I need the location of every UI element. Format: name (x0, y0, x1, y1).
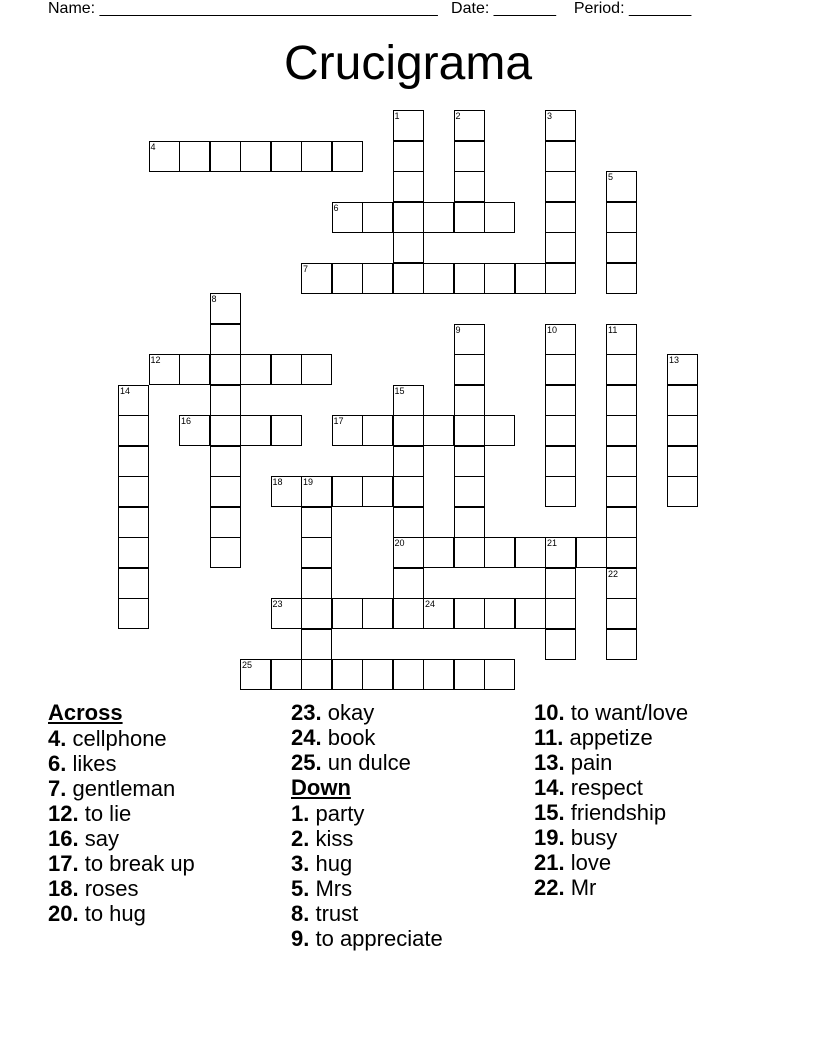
clue-item (534, 700, 688, 725)
grid-cell[interactable] (362, 263, 393, 294)
grid-cell[interactable] (240, 415, 271, 446)
grid-cell[interactable] (362, 202, 393, 233)
grid-cell[interactable] (606, 537, 637, 568)
clue-text: book (327, 725, 376, 750)
grid-cell[interactable] (240, 659, 271, 690)
clue-text: roses (84, 876, 139, 901)
clue-text: okay (327, 700, 375, 725)
clue-item (48, 751, 195, 776)
grid-cell[interactable] (606, 354, 637, 385)
grid-cell[interactable] (210, 446, 241, 477)
down-heading: Down (291, 775, 351, 800)
grid-cell[interactable] (454, 171, 485, 202)
grid-cell[interactable] (606, 446, 637, 477)
header-fields: Name: ______________________________________ Date: _______ Period: _______ (48, 0, 692, 17)
clue-item (48, 801, 195, 826)
grid-cell[interactable] (332, 415, 363, 446)
name-label: Name: (48, 0, 96, 17)
grid-cell[interactable] (271, 659, 302, 690)
grid-cell[interactable] (484, 415, 515, 446)
grid-cell[interactable] (545, 110, 576, 141)
clue-item (291, 901, 443, 926)
cell-number: 24 (425, 599, 436, 609)
cell-number: 25 (242, 660, 253, 670)
grid-cell[interactable] (484, 537, 515, 568)
grid-cell[interactable] (332, 476, 363, 507)
grid-cell[interactable] (454, 537, 485, 568)
cell-number: 22 (608, 568, 619, 579)
grid-cell[interactable] (454, 659, 485, 690)
clue-item (291, 750, 443, 775)
grid-cell[interactable] (393, 537, 424, 568)
clue-text: cellphone (72, 726, 167, 751)
grid-cell[interactable] (606, 415, 637, 446)
clue-text: to appreciate (315, 926, 443, 951)
grid-cell[interactable] (606, 263, 637, 294)
grid-cell[interactable] (118, 537, 149, 568)
clue-item (534, 825, 688, 850)
clue-number: 17. (48, 851, 79, 876)
clue-item (534, 875, 688, 900)
clue-text: respect (570, 775, 643, 800)
grid-cell[interactable] (606, 324, 637, 355)
grid-cell[interactable] (545, 537, 576, 568)
grid-cell[interactable] (454, 598, 485, 629)
grid-cell[interactable] (606, 232, 637, 263)
clue-text: likes (72, 751, 117, 776)
grid-cell[interactable] (210, 293, 241, 324)
cell-number: 9 (455, 324, 461, 335)
grid-cell[interactable] (362, 598, 393, 629)
grid-cell[interactable] (393, 568, 424, 599)
grid-cell[interactable] (515, 598, 546, 629)
clue-item (534, 750, 688, 775)
grid-cell[interactable] (210, 507, 241, 538)
clue-item (48, 776, 195, 801)
grid-cell[interactable] (118, 507, 149, 538)
clue-number: 14. (534, 775, 565, 800)
clue-text: friendship (570, 800, 667, 825)
grid-cell[interactable] (301, 568, 332, 599)
grid-cell[interactable] (545, 385, 576, 416)
clue-number: 18. (48, 876, 79, 901)
grid-cell[interactable] (454, 110, 485, 141)
grid-cell[interactable] (393, 110, 424, 141)
grid-cell[interactable] (454, 324, 485, 355)
clue-number: 16. (48, 826, 79, 851)
clue-number: 24. (291, 725, 322, 750)
grid-cell[interactable] (393, 171, 424, 202)
clue-number: 20. (48, 901, 79, 926)
grid-cell[interactable] (332, 659, 363, 690)
cell-number: 21 (547, 538, 558, 548)
page-title: Crucigrama (283, 37, 533, 90)
grid-cell[interactable] (454, 476, 485, 507)
grid-cell[interactable] (545, 629, 576, 660)
clue-column-2 (291, 700, 443, 951)
grid-cell[interactable] (210, 415, 241, 446)
clue-number: 7. (48, 776, 67, 801)
grid-cell[interactable] (454, 354, 485, 385)
cell-number: 14 (120, 385, 131, 396)
grid-cell[interactable] (210, 141, 241, 172)
grid-cell[interactable] (423, 415, 454, 446)
period-label: Period: (573, 0, 625, 17)
grid-cell[interactable] (454, 385, 485, 416)
cell-number: 18 (272, 477, 283, 487)
grid-cell[interactable] (484, 598, 515, 629)
grid-cell[interactable] (118, 598, 149, 629)
clue-text: appetize (569, 725, 653, 750)
grid-cell[interactable] (362, 476, 393, 507)
grid-cell[interactable] (210, 537, 241, 568)
clue-number: 3. (291, 851, 310, 876)
clue-item (534, 775, 688, 800)
clue-text: to lie (84, 801, 132, 826)
grid-cell[interactable] (240, 141, 271, 172)
clue-number: 19. (534, 825, 565, 850)
grid-cell[interactable] (454, 507, 485, 538)
clue-number: 25. (291, 750, 322, 775)
grid-cell[interactable] (606, 385, 637, 416)
clue-column-1 (48, 700, 195, 926)
clue-number: 4. (48, 726, 67, 751)
grid-cell[interactable] (667, 354, 698, 385)
date-label: Date: (451, 0, 490, 17)
cell-number: 16 (181, 416, 192, 426)
cell-number: 10 (547, 324, 558, 335)
clue-item (48, 901, 195, 926)
grid-cell[interactable] (210, 385, 241, 416)
clue-text: party (315, 801, 365, 826)
grid-cell[interactable] (118, 568, 149, 599)
clue-text: Mr (570, 875, 597, 900)
clue-text: say (84, 826, 119, 851)
grid-cell[interactable] (545, 232, 576, 263)
clue-number: 6. (48, 751, 67, 776)
across-heading: Across (48, 700, 123, 725)
grid-cell[interactable] (393, 232, 424, 263)
grid-cell[interactable] (271, 598, 302, 629)
cell-number: 7 (303, 263, 309, 274)
cell-number: 11 (608, 324, 618, 335)
grid-cell[interactable] (606, 507, 637, 538)
grid-cell[interactable] (545, 324, 576, 355)
grid-cell[interactable] (423, 202, 454, 233)
grid-cell[interactable] (484, 263, 515, 294)
grid-cell[interactable] (606, 171, 637, 202)
grid-cell[interactable] (393, 263, 424, 294)
grid-cell[interactable] (545, 598, 576, 629)
grid-cell[interactable] (454, 446, 485, 477)
clue-text: pain (570, 750, 613, 775)
cell-number: 4 (150, 141, 156, 152)
grid-cell[interactable] (332, 141, 363, 172)
grid-cell[interactable] (179, 415, 210, 446)
grid-cell[interactable] (454, 415, 485, 446)
grid-cell[interactable] (118, 476, 149, 507)
grid-cell[interactable] (118, 446, 149, 477)
cell-number: 13 (669, 355, 680, 365)
grid-cell[interactable] (545, 263, 576, 294)
grid-cell[interactable] (454, 202, 485, 233)
clue-item (291, 876, 443, 901)
grid-cell[interactable] (545, 202, 576, 233)
clue-text: gentleman (72, 776, 176, 801)
cell-number: 15 (394, 385, 405, 396)
cell-number: 23 (272, 599, 283, 609)
clue-item (291, 700, 443, 725)
grid-cell[interactable] (423, 659, 454, 690)
cell-number: 3 (547, 111, 553, 121)
grid-cell[interactable] (606, 476, 637, 507)
grid-cell[interactable] (210, 476, 241, 507)
grid-cell[interactable] (423, 263, 454, 294)
clue-item (534, 725, 688, 750)
grid-cell[interactable] (393, 385, 424, 416)
grid-cell[interactable] (332, 598, 363, 629)
grid-cell[interactable] (210, 354, 241, 385)
grid-cell[interactable] (301, 629, 332, 660)
grid-cell[interactable] (667, 385, 698, 416)
clue-text: hug (315, 851, 353, 876)
grid-cell[interactable] (210, 324, 241, 355)
cell-number: 12 (150, 355, 161, 365)
cell-number: 6 (333, 202, 339, 213)
cell-number: 2 (455, 111, 461, 121)
grid-cell[interactable] (301, 659, 332, 690)
grid-cell[interactable] (393, 507, 424, 538)
cell-number: 19 (303, 477, 314, 487)
clue-text: trust (315, 901, 359, 926)
cell-number: 5 (608, 172, 614, 182)
clue-item (48, 726, 195, 751)
grid-cell[interactable] (118, 415, 149, 446)
clue-number: 13. (534, 750, 565, 775)
grid-cell[interactable] (606, 629, 637, 660)
grid-cell[interactable] (301, 507, 332, 538)
grid-cell[interactable] (362, 415, 393, 446)
grid-cell[interactable] (667, 446, 698, 477)
grid-cell[interactable] (301, 476, 332, 507)
grid-cell[interactable] (545, 476, 576, 507)
clue-item (291, 801, 443, 826)
grid-cell[interactable] (423, 598, 454, 629)
grid-cell[interactable] (423, 537, 454, 568)
clue-item (534, 850, 688, 875)
grid-cell[interactable] (667, 415, 698, 446)
grid-cell[interactable] (149, 141, 180, 172)
clue-item (48, 876, 195, 901)
grid-cell[interactable] (393, 476, 424, 507)
grid-cell[interactable] (484, 202, 515, 233)
grid-cell[interactable] (576, 537, 607, 568)
grid-cell[interactable] (271, 141, 302, 172)
grid-cell[interactable] (118, 385, 149, 416)
cell-number: 20 (394, 538, 405, 548)
clue-number: 2. (291, 826, 310, 851)
grid-cell[interactable] (240, 354, 271, 385)
grid-cell[interactable] (393, 415, 424, 446)
grid-cell[interactable] (545, 415, 576, 446)
grid-cell[interactable] (545, 141, 576, 172)
grid-cell[interactable] (332, 202, 363, 233)
grid-cell[interactable] (301, 598, 332, 629)
grid-cell[interactable] (545, 171, 576, 202)
grid-cell[interactable] (301, 263, 332, 294)
grid-cell[interactable] (484, 659, 515, 690)
grid-cell[interactable] (393, 141, 424, 172)
grid-cell[interactable] (271, 354, 302, 385)
clue-column-3 (534, 700, 688, 900)
grid-cell[interactable] (179, 141, 210, 172)
clue-number: 5. (291, 876, 310, 901)
clue-number: 21. (534, 850, 565, 875)
grid-cell[interactable] (545, 354, 576, 385)
clue-item (291, 926, 443, 951)
clue-item (291, 725, 443, 750)
cell-number: 1 (394, 111, 400, 121)
grid-cell[interactable] (545, 446, 576, 477)
grid-cell[interactable] (606, 598, 637, 629)
grid-cell[interactable] (393, 446, 424, 477)
clue-item (291, 851, 443, 876)
clue-number: 15. (534, 800, 565, 825)
clue-number: 23. (291, 700, 322, 725)
grid-cell[interactable] (606, 568, 637, 599)
cell-number: 17 (333, 416, 344, 426)
clue-number: 9. (291, 926, 310, 951)
grid-cell[interactable] (393, 659, 424, 690)
clue-item (534, 800, 688, 825)
grid-cell[interactable] (362, 659, 393, 690)
grid-cell[interactable] (454, 141, 485, 172)
grid-cell[interactable] (393, 202, 424, 233)
clue-number: 12. (48, 801, 79, 826)
grid-cell[interactable] (301, 354, 332, 385)
clue-text: kiss (315, 826, 354, 851)
grid-cell[interactable] (332, 263, 363, 294)
grid-cell[interactable] (515, 263, 546, 294)
clue-number: 10. (534, 700, 565, 725)
grid-cell[interactable] (606, 202, 637, 233)
clue-number: 1. (291, 801, 310, 826)
clue-number: 22. (534, 875, 565, 900)
grid-cell[interactable] (301, 537, 332, 568)
clue-text: love (570, 850, 612, 875)
grid-cell[interactable] (271, 476, 302, 507)
clue-text: to hug (84, 901, 146, 926)
grid-cell[interactable] (271, 415, 302, 446)
grid-cell[interactable] (545, 568, 576, 599)
cell-number: 8 (211, 294, 217, 304)
clue-item (291, 826, 443, 851)
clue-text: busy (570, 825, 618, 850)
grid-cell[interactable] (301, 141, 332, 172)
grid-cell[interactable] (454, 263, 485, 294)
clue-number: 8. (291, 901, 310, 926)
clue-text: Mrs (315, 876, 353, 901)
grid-cell[interactable] (667, 476, 698, 507)
clue-text: un dulce (327, 750, 411, 775)
grid-cell[interactable] (179, 354, 210, 385)
clue-item (48, 851, 195, 876)
clue-text: to break up (84, 851, 195, 876)
clue-item (48, 826, 195, 851)
clue-text: to want/love (570, 700, 689, 725)
grid-cell[interactable] (393, 598, 424, 629)
grid-cell[interactable] (149, 354, 180, 385)
clue-number: 11. (534, 725, 564, 750)
grid-cell[interactable] (515, 537, 546, 568)
